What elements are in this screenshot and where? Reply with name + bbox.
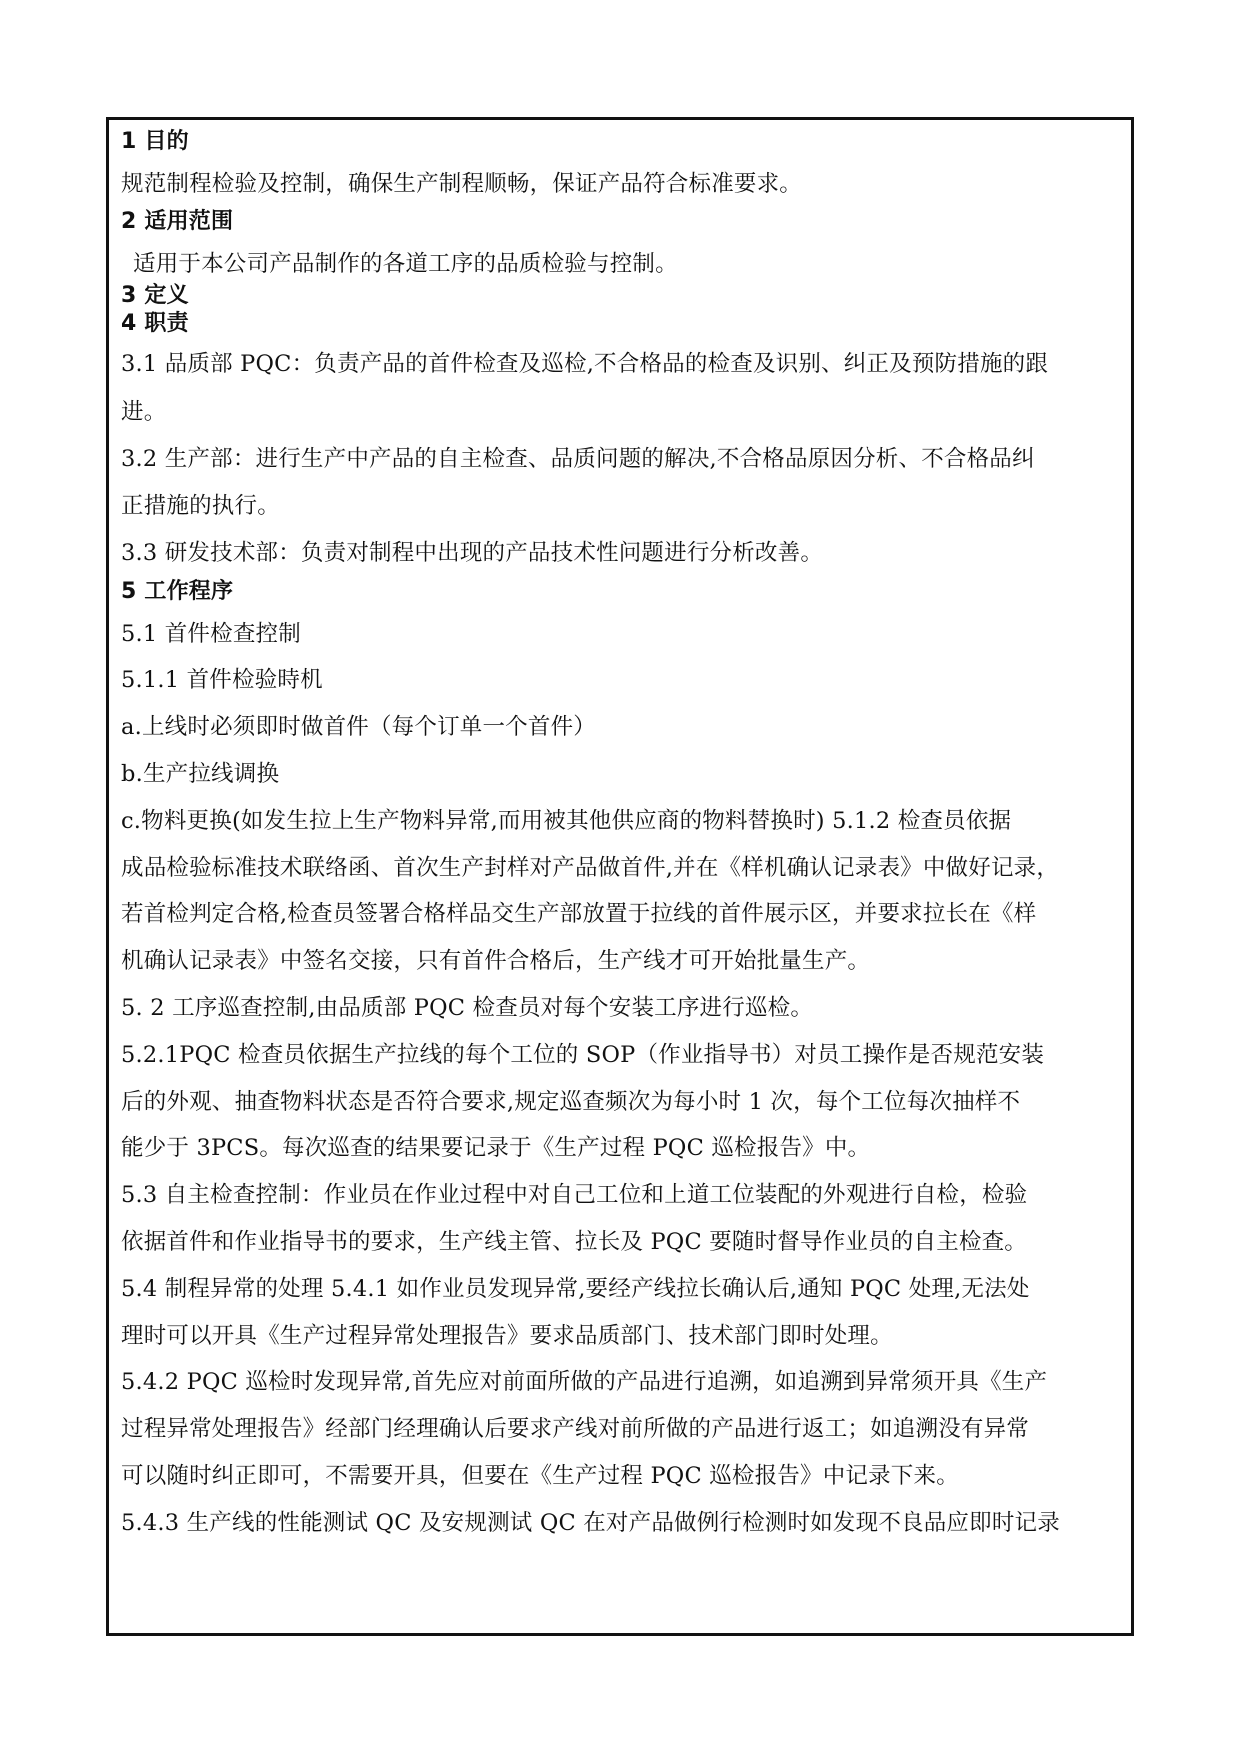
paragraph-line: 3.2 生产部：进行生产中产品的自主检查、品质问题的解决,不合格品原因分析、不合格品纠 [121, 446, 1035, 472]
section-heading-procedure: 5 工作程序 [121, 579, 234, 604]
paragraph-line: 过程异常处理报告》经部门经理确认后要求产线对前所做的产品进行返工；如追溯没有异常 [121, 1416, 1030, 1442]
paragraph-line: 5.1.1 首件检验時机 [121, 667, 323, 693]
paragraph-line: 依据首件和作业指导书的要求，生产线主管、拉长及 PQC 要随时督导作业员的自主检查。 [121, 1229, 1028, 1255]
paragraph-line: a.上线时必须即时做首件（每个订单一个首件） [121, 714, 596, 740]
section-heading-definitions: 3 定义 [121, 283, 189, 308]
section-heading-scope: 2 适用范围 [121, 209, 234, 234]
paragraph-line: 规范制程检验及控制，确保生产制程顺畅，保证产品符合标准要求。 [121, 171, 803, 197]
paragraph-line: b.生产拉线调换 [121, 761, 280, 787]
paragraph-line: 进。 [121, 399, 167, 425]
paragraph-line: 理时可以开具《生产过程异常处理报告》要求品质部门、技术部门即时处理。 [121, 1323, 893, 1349]
paragraph-line: c.物料更换(如发生拉上生产物料异常,而用被其他供应商的物料替换时) 5.1.2 检查员依据 [121, 808, 1012, 834]
paragraph-line: 5.4.3 生产线的性能测试 QC 及安规测试 QC 在对产品做例行检测时如发现不良品应即时记录 [121, 1510, 1060, 1536]
paragraph-line: 正措施的执行。 [121, 493, 280, 519]
paragraph-line: 5. 2 工序巡查控制,由品质部 PQC 检查员对每个安装工序进行巡检。 [121, 995, 814, 1021]
paragraph-line: 5.2.1PQC 检查员依据生产拉线的每个工位的 SOP（作业指导书）对员工操作是否规范安装 [121, 1042, 1045, 1068]
paragraph-line: 5.4 制程异常的处理 5.4.1 如作业员发现异常,要经产线拉长确认后,通知 PQC 处理,无法处 [121, 1276, 1030, 1302]
paragraph-line: 适用于本公司产品制作的各道工序的品质检验与控制。 [133, 251, 678, 277]
paragraph-line: 3.1 品质部 PQC：负责产品的首件检查及巡检,不合格品的检查及识别、纠正及预防措施的跟 [121, 351, 1049, 377]
paragraph-line: 5.1 首件检查控制 [121, 621, 301, 647]
paragraph-line: 能少于 3PCS。每次巡查的结果要记录于《生产过程 PQC 巡检报告》中。 [121, 1135, 871, 1161]
paragraph-line: 可以随时纠正即可，不需要开具，但要在《生产过程 PQC 巡检报告》中记录下来。 [121, 1463, 959, 1489]
paragraph-line: 机确认记录表》中签名交接，只有首件合格后，生产线才可开始批量生产。 [121, 948, 871, 974]
paragraph-line: 后的外观、抽查物料状态是否符合要求,规定巡查频次为每小时 1 次，每个工位每次抽样不 [121, 1089, 1021, 1115]
document-frame [106, 117, 1134, 1636]
paragraph-line: 成品检验标准技术联络函、首次生产封样对产品做首件,并在《样机确认记录表》中做好记录， [121, 855, 1060, 881]
paragraph-line: 5.3 自主检查控制：作业员在作业过程中对自己工位和上道工位装配的外观进行自检，检验 [121, 1182, 1028, 1208]
paragraph-line: 5.4.2 PQC 巡检时发现异常,首先应对前面所做的产品进行追溯，如追溯到异常须开具《生产 [121, 1369, 1048, 1395]
paragraph-line: 若首检判定合格,检查员签署合格样品交生产部放置于拉线的首件展示区，并要求拉长在《样 [121, 901, 1037, 927]
paragraph-line: 3.3 研发技术部：负责对制程中出现的产品技术性问题进行分析改善。 [121, 540, 824, 566]
section-heading-responsibilities: 4 职责 [121, 311, 189, 336]
section-heading-purpose: 1 目的 [121, 129, 189, 154]
